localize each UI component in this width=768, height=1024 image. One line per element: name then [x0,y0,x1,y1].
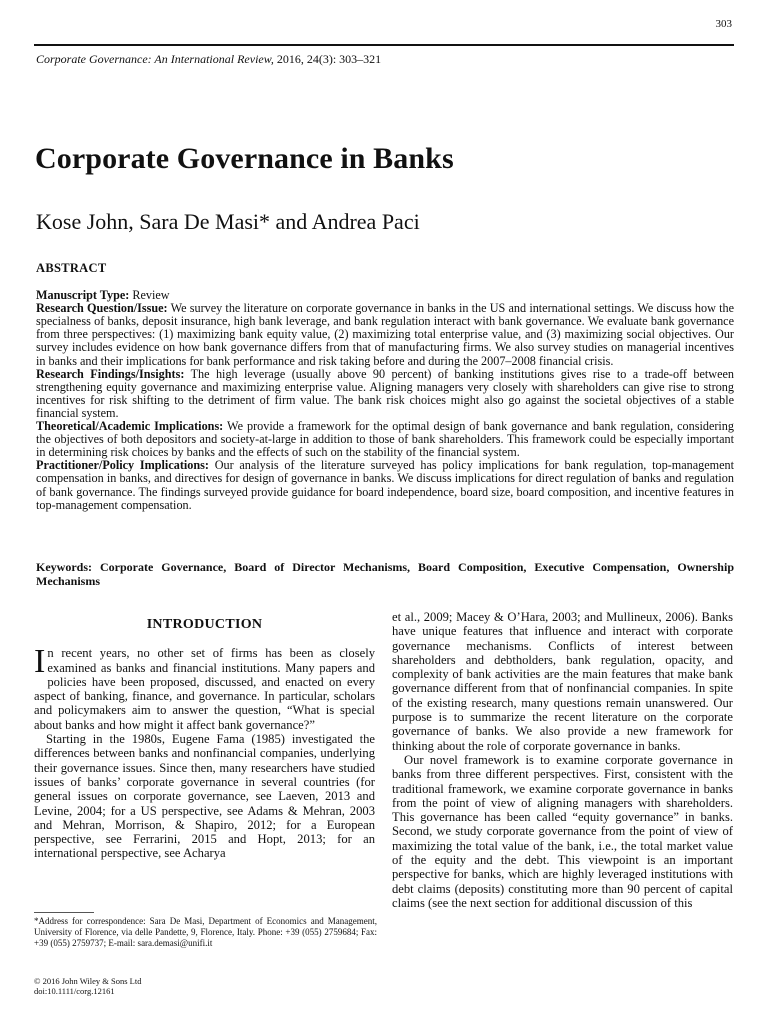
paper-title: Corporate Governance in Banks [35,142,454,175]
page-number: 303 [715,18,732,30]
manuscript-type-text: Review [129,288,170,303]
abstract-theoretical [36,420,734,459]
correspondence-footnote: *Address for correspondence: Sara De Masi, Department of Economics and Management, University of Florence, via delle Pandette, 9, Florence, Italy. Phone: +39 (055) 2759684; Fax: +39 (055) 2759737; E-mail: sara.demasi@unifi.it [34,916,377,948]
abstract-research-question [36,302,734,367]
copyright-block [34,976,142,996]
intro-paragraph-1-text: n recent years, no other set of firms has been as closely examined as banks and financial institutions. Many papers and policies have been proposed, discussed, and enacted on every aspect of banking, finance, and governance. In particular, scholars and policymakers aim to answer the question, “What is special about banks and how might it affect bank governance?” [34,646,375,732]
intro-paragraph-2: Starting in the 1980s, Eugene Fama (1985) investigated the differences between banks and nonfinancial companies, underlying their governance issues. Since then, many researchers have studied issues of banks’ corporate governance in several countries (for general issues on corporate governance, see Laeven, 2013 and Levine, 2004; for a US perspective, see Adams & Mehran, 2003 and Mehran, Morrison, & Shapiro, 2012; for a European perspective, see Ferrarini, 2015 and Hopt, 2013; for an international perspective, see Acharya [34,732,375,861]
intro-paragraph-1 [34,643,375,732]
keywords: Keywords: Corporate Governance, Board of Director Mechanisms, Board Composition, Executive Compensation, Ownership Mechanisms [36,560,734,588]
paper-authors: Kose John, Sara De Masi* and Andrea Paci [36,209,420,234]
research-question-text: We survey the literature on corporate governance in banks in the US and international settings. We discuss how the specialness of banks, deposit insurance, high bank leverage, and bank regulation interact with bank governance. We evaluate bank governance from three perspectives: (1) maximizing bank equity value, (2) maximizing total enterprise value, and (3) maximizing social objectives. Our survey includes evidence on how bank governance differs from that of manufacturing firms. We also survey studies on managerial incentives in banks and their implications for bank performance and risk taking before and during the 2007–2008 financial crisis. [36,301,734,368]
findings-label: Research Findings/Insights: [36,366,185,381]
journal-citation [36,52,381,67]
journal-name: Corporate Governance: An International Review, [36,52,274,66]
header-rule [34,44,734,46]
research-question-label: Research Question/Issue: [36,301,168,316]
manuscript-type-label: Manuscript Type: [36,288,130,303]
doi-line: doi:10.1111/corg.12161 [34,986,115,996]
journal-volume: 2016, 24(3): 303–321 [273,52,382,66]
theoretical-text: We provide a framework for the optimal design of bank governance and bank regulation, considering the objectives of both depositors and society-at-large in addition to those of bank shareholders. This framework could be especially important in determining risk choices by banks and the effects of such on the stability of the financial system. [36,419,734,460]
theoretical-label: Theoretical/Academic Implications: [36,419,224,434]
findings-text: The high leverage (usually above 90 percent) of banking institutions gives rise to a trade-off between strengthening equity governance and maximizing enterprise value. Aligning managers very closely with shareholders can give rise to strong incentives for risk shifting to the detriment of firm value. The bank risk choices might also go against the societal objectives of a stable financial system. [36,366,734,420]
copyright-line: © 2016 John Wiley & Sons Ltd [34,976,142,986]
drop-cap: I [34,643,46,681]
footnote-rule [34,912,94,913]
intro-paragraph-4: Our novel framework is to examine corporate governance in banks from three different perspectives. First, consistent with the traditional framework, we examine corporate governance in banks from the point of view of aligning managers with shareholders. This governance has been called “equity governance” in banks. Second, we study corporate governance from the point of view of maximizing the total value of the bank, i.e., the total market value of the equity and the debt. This viewpoint is an important perspective for banks, which are highly leveraged institutions with debt claims (deposits) constituting more than 90 percent of capital claims (see the next section for additional discussion of this [392,752,733,910]
intro-paragraph-3: et al., 2009; Macey & O’Hara, 2003; and Mullineux, 2006). Banks have unique features that influence and interact with corporate governance mechanisms. Conflicts of interest between shareholders and debtholders, bank regulation, opacity, and complexity of bank activities are the main features that make bank governance different from that of nonfinancial companies. In spite of the existing research, many questions remain unanswered. Our purpose is to summarize the recent literature on the corporate governance of banks. We also provide a new framework for thinking about the role of corporate governance in banks. [392,610,733,753]
abstract-findings [36,368,734,420]
column-left [34,610,375,861]
introduction-heading: INTRODUCTION [146,617,263,632]
abstract [36,262,734,512]
practitioner-text: Our analysis of the literature surveyed has policy implications for bank regulation, top-management compensation in banks, and directives for design of governance in banks. We discuss implications for direct regulation of banks and regulation of bank governance. The findings surveyed provide guidance for board independence, board size, board composition, and incentive features in top-management compensation. [36,458,734,512]
abstract-heading: ABSTRACT [36,261,107,275]
practitioner-label: Practitioner/Policy Implications: [36,458,209,473]
column-right [392,610,733,910]
abstract-practitioner [36,459,734,511]
